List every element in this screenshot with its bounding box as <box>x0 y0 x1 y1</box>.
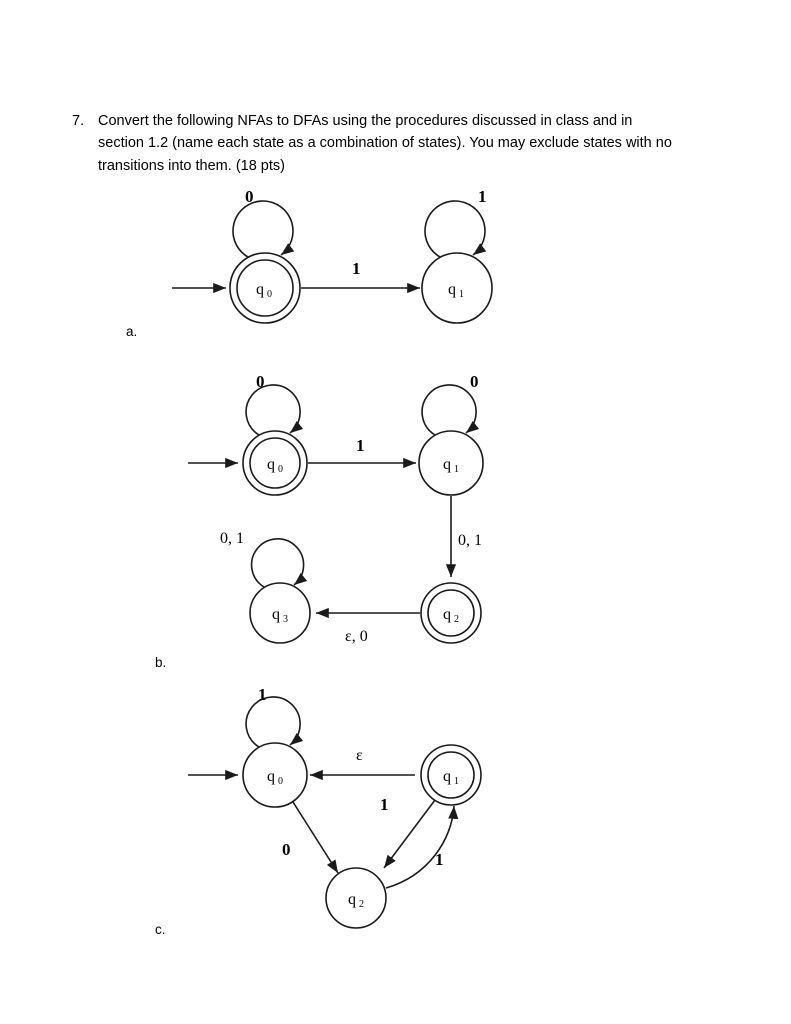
state-q1-label-b: q <box>443 456 451 473</box>
self-loop-q0-c <box>246 697 300 747</box>
state-q1-outer-c <box>421 745 481 805</box>
edge-label-q1-q2-b: 0, 1 <box>458 532 482 549</box>
edge-label-q0-self-c: 1 <box>258 685 267 704</box>
edge-q0-q2-c <box>293 802 338 873</box>
state-q2-circle-c <box>326 868 386 928</box>
state-q2-outer-b <box>421 583 481 643</box>
state-q0-label-c: q <box>267 768 275 785</box>
self-loop-q1-a <box>425 201 485 257</box>
nfa-diagram-b <box>170 365 530 655</box>
state-q0-label-a: q <box>256 281 264 298</box>
edge-label-q2-q3-b: ε, 0 <box>345 628 368 645</box>
state-q1-inner-c <box>428 752 474 798</box>
edge-label-q0-q2-c: 0 <box>282 840 291 859</box>
state-q1-sub-b: 1 <box>454 464 459 475</box>
state-q1-sub-c: 1 <box>454 776 459 787</box>
state-q1-label-c: q <box>443 768 451 785</box>
edge-q1-q2-c <box>384 800 435 868</box>
state-q2-sub-c: 2 <box>359 899 364 910</box>
self-loop-q0-a <box>233 201 293 257</box>
state-q0-sub-b: 0 <box>278 464 283 475</box>
nfa-diagram-a <box>140 180 540 330</box>
edge-label-q1-q2-c: 1 <box>380 795 389 814</box>
self-loop-q3-b <box>252 539 304 587</box>
edge-label-q2-q1-c: 1 <box>435 850 444 869</box>
nfa-diagram-c <box>170 680 530 930</box>
state-q0-inner-a <box>237 260 293 316</box>
state-q0-sub-a: 0 <box>267 289 272 300</box>
state-q3-circle-b <box>250 583 310 643</box>
question-block <box>72 110 682 177</box>
state-q1-sub-a: 1 <box>459 289 464 300</box>
part-label-c: c. <box>155 922 166 937</box>
state-q0-circle-c <box>243 743 307 807</box>
edge-label-q0-q1-b: 1 <box>356 436 365 455</box>
edge-label-q1-self-a: 1 <box>478 187 487 206</box>
edge-q2-q1-c <box>386 806 454 888</box>
state-q2-inner-b <box>428 590 474 636</box>
state-q0-outer-a <box>230 253 300 323</box>
edge-label-q0-self-a: 0 <box>245 187 254 206</box>
state-q3-label-b: q <box>272 606 280 623</box>
self-loop-q0-b <box>246 385 300 435</box>
edge-label-q0-q1-a: 1 <box>352 259 361 278</box>
state-q3-sub-b: 3 <box>283 614 288 625</box>
state-q0-label-b: q <box>267 456 275 473</box>
state-q1-circle-a <box>422 253 492 323</box>
state-q2-label-b: q <box>443 606 451 623</box>
state-q0-inner-b <box>250 438 300 488</box>
state-q0-sub-c: 0 <box>278 776 283 787</box>
state-q2-label-c: q <box>348 891 356 908</box>
state-q1-label-a: q <box>448 281 456 298</box>
edge-label-q0-self-b: 0 <box>256 372 265 391</box>
edge-label-q3-self-b: 0, 1 <box>220 530 244 547</box>
question-text: Convert the following NFAs to DFAs using the procedures discussed in class and in section 1.2 (name each state as a combination of states). You may exclude states with no transitions into them. (18 pts) <box>98 113 672 174</box>
edge-label-q1-self-b: 0 <box>470 372 479 391</box>
edge-label-q1-q0-c: ε <box>356 747 363 764</box>
state-q1-circle-b <box>419 431 483 495</box>
state-q0-outer-b <box>243 431 307 495</box>
part-label-a: a. <box>126 324 138 339</box>
question-number: 7. <box>72 113 85 129</box>
self-loop-q1-b <box>422 385 476 435</box>
part-label-b: b. <box>155 655 167 670</box>
state-q2-sub-b: 2 <box>454 614 459 625</box>
